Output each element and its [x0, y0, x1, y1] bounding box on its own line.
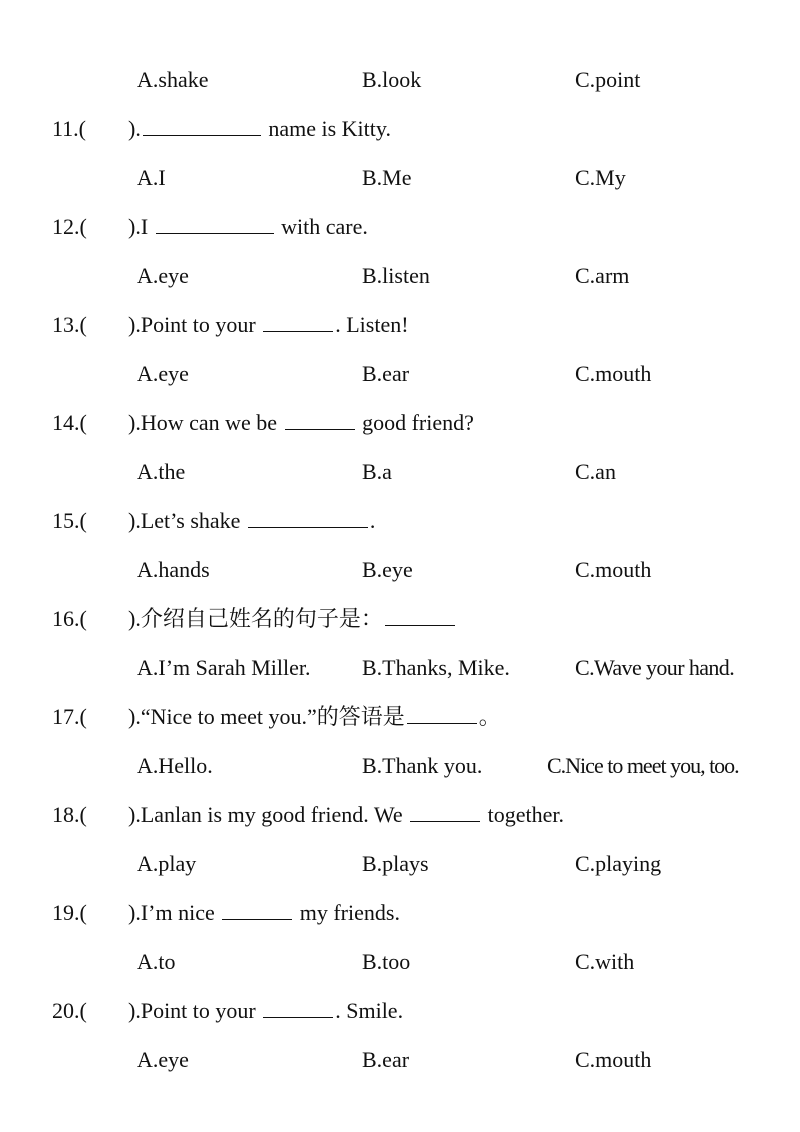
option-c: C.Nice to meet you, too.	[547, 753, 739, 778]
answer-blank	[222, 899, 292, 920]
question-number: 20.(	[52, 998, 87, 1023]
option-c: C.point	[575, 67, 641, 92]
answer-bracket-close: )	[128, 606, 136, 631]
question-14	[0, 403, 800, 443]
question-stem	[128, 403, 474, 443]
stem-text-after: 。	[478, 704, 501, 729]
option-b: B.Thank you.	[362, 753, 483, 778]
option-c: C.with	[575, 949, 635, 974]
answer-bracket-close: )	[128, 410, 136, 435]
options-row-16	[0, 648, 800, 688]
answer-bracket-close: )	[128, 508, 136, 533]
answer-blank	[143, 115, 261, 136]
stem-text-before: .I	[135, 214, 154, 239]
question-stem	[128, 599, 457, 639]
option-c: C.mouth	[575, 557, 652, 582]
option-b: B.eye	[362, 557, 413, 582]
stem-text-after: with care.	[275, 214, 368, 239]
option-a: A.eye	[137, 263, 189, 288]
option-a: A.play	[137, 851, 197, 876]
stem-text-after: good friend?	[356, 410, 474, 435]
options-row-19	[0, 942, 800, 982]
answer-bracket-close: )	[128, 998, 136, 1023]
stem-text-after: name is Kitty.	[262, 116, 391, 141]
option-a: A.to	[137, 949, 176, 974]
options-row-11	[0, 158, 800, 198]
option-b: B.listen	[362, 263, 430, 288]
options-row-13	[0, 354, 800, 394]
question-number: 14.(	[52, 410, 87, 435]
stem-text-after: my friends.	[294, 900, 400, 925]
answer-blank	[285, 409, 355, 430]
question-16	[0, 599, 800, 639]
option-c: C.mouth	[575, 361, 652, 386]
option-b: B.too	[362, 949, 411, 974]
question-17	[0, 697, 800, 737]
stem-text-before: .“Nice to meet you.”的答语是	[135, 704, 405, 729]
option-c: C.My	[575, 165, 626, 190]
options-row-14	[0, 452, 800, 492]
answer-blank	[263, 311, 333, 332]
question-number: 16.(	[52, 606, 87, 631]
question-number: 19.(	[52, 900, 87, 925]
stem-text-before: .介绍自己姓名的句子是：	[135, 606, 383, 631]
answer-bracket-close: )	[128, 214, 136, 239]
stem-text-after: . Listen!	[335, 312, 409, 337]
stem-text-before: .Let’s shake	[135, 508, 246, 533]
stem-text-before: .Point to your	[135, 998, 262, 1023]
option-a: A.the	[137, 459, 186, 484]
option-c: C.arm	[575, 263, 630, 288]
option-c: C.mouth	[575, 1047, 652, 1072]
stem-text-after: together.	[482, 802, 564, 827]
answer-blank	[248, 507, 368, 528]
question-stem	[128, 991, 403, 1031]
answer-bracket-close: )	[128, 116, 136, 141]
question-number: 11.(	[52, 116, 87, 141]
question-12	[0, 207, 800, 247]
options-row-15	[0, 550, 800, 590]
option-b: B.plays	[362, 851, 429, 876]
question-number: 18.(	[52, 802, 87, 827]
question-number: 17.(	[52, 704, 87, 729]
question-19	[0, 893, 800, 933]
question-number: 15.(	[52, 508, 87, 533]
question-20	[0, 991, 800, 1031]
question-stem	[128, 501, 375, 541]
question-stem	[128, 109, 391, 149]
option-a: A.shake	[137, 67, 209, 92]
stem-text-before: .	[135, 116, 141, 141]
question-stem	[128, 893, 400, 933]
stem-text-before: .Lanlan is my good friend. We	[135, 802, 409, 827]
question-stem	[128, 795, 564, 835]
option-a: A.hands	[137, 557, 210, 582]
option-b: B.ear	[362, 361, 410, 386]
question-15	[0, 501, 800, 541]
option-a: A.eye	[137, 1047, 189, 1072]
option-b: B.Thanks, Mike.	[362, 655, 510, 680]
options-row-10	[0, 60, 800, 100]
answer-bracket-close: )	[128, 802, 136, 827]
question-18	[0, 795, 800, 835]
question-number: 12.(	[52, 214, 87, 239]
answer-blank	[156, 213, 274, 234]
option-b: B.Me	[362, 165, 412, 190]
answer-bracket-close: )	[128, 900, 136, 925]
answer-bracket-close: )	[128, 704, 136, 729]
stem-text-after: .	[369, 508, 376, 533]
option-b: B.ear	[362, 1047, 410, 1072]
stem-text-after: . Smile.	[335, 998, 404, 1023]
option-a: A.I	[137, 165, 166, 190]
option-a: A.eye	[137, 361, 189, 386]
options-row-20	[0, 1040, 800, 1080]
option-c: C.Wave your hand.	[575, 655, 735, 680]
question-11	[0, 109, 800, 149]
answer-blank	[263, 997, 333, 1018]
answer-blank	[385, 605, 455, 626]
question-13	[0, 305, 800, 345]
answer-blank	[407, 703, 477, 724]
answer-blank	[410, 801, 480, 822]
stem-text-before: .I’m nice	[135, 900, 221, 925]
option-c: C.playing	[575, 851, 662, 876]
options-row-18	[0, 844, 800, 884]
answer-bracket-close: )	[128, 312, 136, 337]
options-row-17	[0, 746, 800, 786]
options-row-12	[0, 256, 800, 296]
stem-text-before: .Point to your	[135, 312, 262, 337]
option-a: A.Hello.	[137, 753, 213, 778]
question-stem	[128, 697, 501, 737]
stem-text-before: .How can we be	[135, 410, 283, 435]
option-a: A.I’m Sarah Miller.	[137, 655, 311, 680]
question-stem	[128, 305, 409, 345]
option-b: B.a	[362, 459, 392, 484]
option-b: B.look	[362, 67, 422, 92]
question-number: 13.(	[52, 312, 87, 337]
option-c: C.an	[575, 459, 616, 484]
question-stem	[128, 207, 368, 247]
